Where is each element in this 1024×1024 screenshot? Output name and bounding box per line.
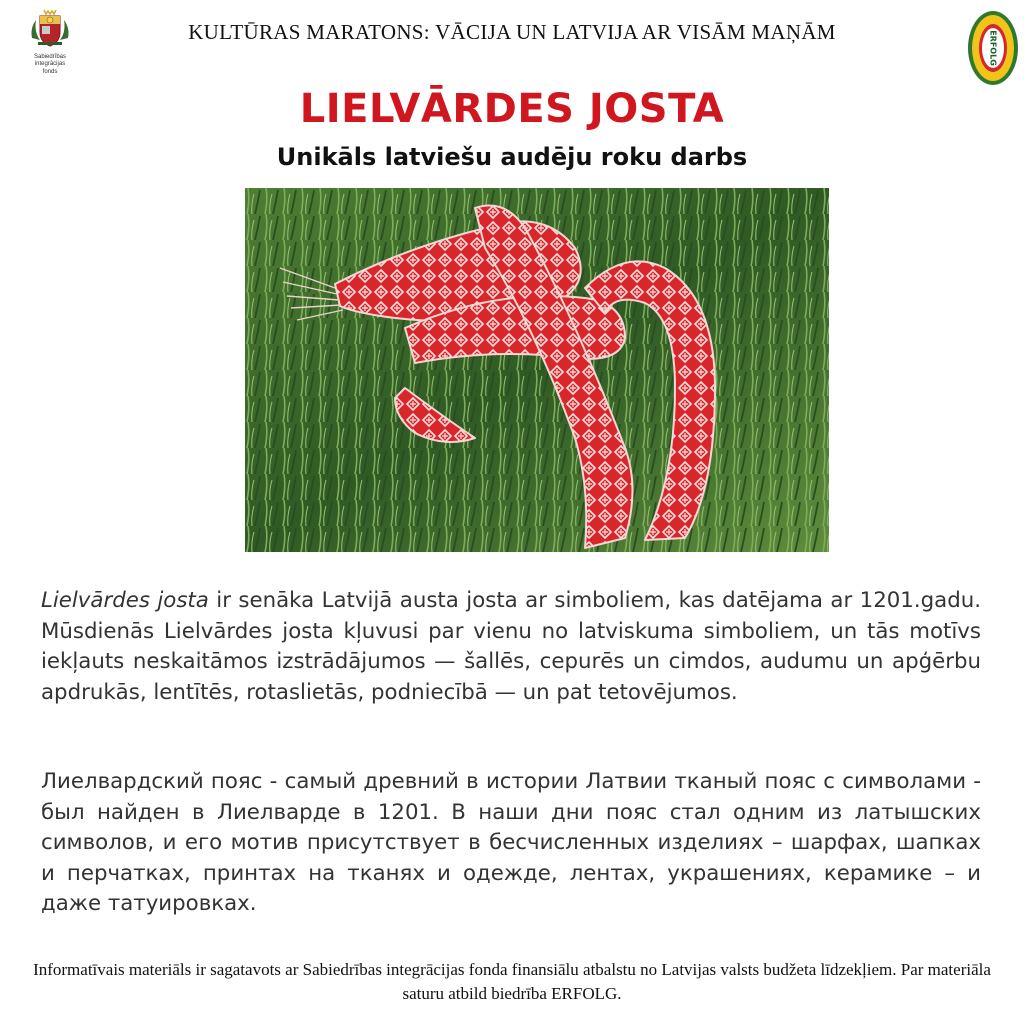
description-latvian (41, 586, 981, 708)
fund-logo-caption-line1: Sabiedrības integrācijas (33, 54, 67, 67)
funding-disclaimer: Informatīvais materiāls ir sagatavots ar Sabiedrības integrācijas fonda finansiālu atbalstu no Latvijas valsts budžeta līdzekļiem. Par materiāla saturu atbild biedrība ERFOLG. (33, 960, 991, 1003)
description-russian: Лиелвардский пояс - самый древний в истории Латвии тканый пояс с символами - был найден в Лиелварде в 1201. В наши дни пояс стал одним из латышских символов, и его мотив присутствует в бесчисленных изделиях – шарфах, шапках и перчатках, принтах на тканях и одежде, лентах, украшениях, керамике – и даже татуировках. (41, 769, 981, 916)
erfolg-emblem-icon (966, 8, 1020, 88)
lielvardes-belt-photo (245, 188, 829, 552)
description-latvian-text: ir senāka Latvijā austa josta ar simboliem, kas datējama ar 1201.gadu. Mūsdienās Lielvārdes josta kļuvusi par vienu no latviskuma simboliem, un tās motīvs iekļauts neskaitāmos izstrādājumos — šallēs, cepurēs un cimdos, audumu un apģērbu apdrukās, lentītēs, rotaslietās, podniecībā — un pat tetovējumos. (41, 588, 981, 705)
page-subtitle: Unikāls latviešu audēju roku darbs (276, 143, 748, 171)
erfolg-logo (966, 8, 1020, 88)
erfolg-logo-text: ERFOLG (988, 30, 998, 66)
page-title: LIELVĀRDES JOSTA (299, 86, 725, 132)
page-header-title: KULTŪRAS MARATONS: VĀCIJA UN LATVIJA AR VISĀM MAŅĀM (188, 20, 836, 44)
fund-logo-caption-line2: fonds (42, 69, 58, 75)
belt-name-italic: Lielvārdes josta (41, 588, 209, 613)
